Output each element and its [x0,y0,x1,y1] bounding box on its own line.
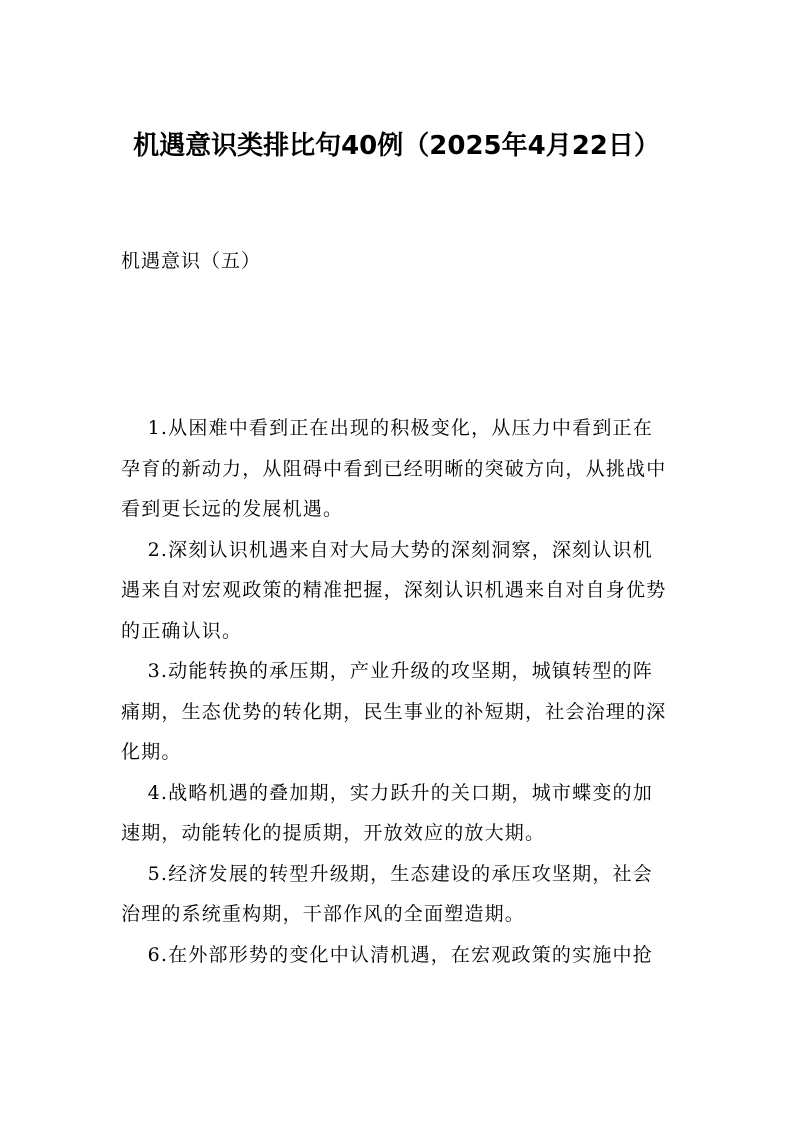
paragraph: 6.在外部形势的变化中认清机遇，在宏观政策的实施中抢 [147,943,653,966]
section-heading: 机遇意识（五） [121,250,262,272]
document-body [121,408,673,975]
paragraph: 1.从困难中看到正在出现的积极变化，从压力中看到正在孕育的新动力，从阻碍中看到已经明晰的突破方向，从挑战中看到更长远的发展机遇。 [121,417,667,520]
paragraph: 3.动能转换的承压期，产业升级的攻坚期，城镇转型的阵痛期，生态优势的转化期，民生事业的补短期，社会治理的深化期。 [121,660,667,763]
paragraph: 2.深刻认识机遇来自对大局大势的深刻洞察，深刻认识机遇来自对宏观政策的精准把握，深刻认识机遇来自对自身优势的正确认识。 [121,538,667,642]
document-title: 机遇意识类排比句40例（2025年4月22日） [133,131,660,161]
paragraph: 4.战略机遇的叠加期，实力跃升的关口期，城市蝶变的加速期，动能转化的提质期，开放效应的放大期。 [121,781,653,844]
paragraph: 5.经济发展的转型升级期，生态建设的承压攻坚期，社会治理的系统重构期，干部作风的全面塑造期。 [121,862,653,925]
